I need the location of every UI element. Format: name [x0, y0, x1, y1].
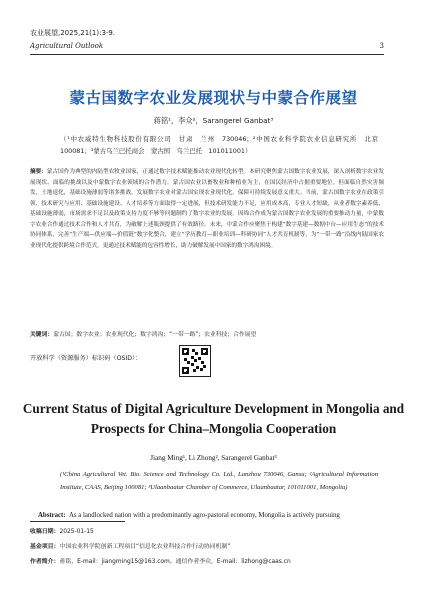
fund-label: 基金项目： — [30, 544, 60, 550]
footnote-received — [30, 526, 390, 535]
title-en: Current Status of Digital Agriculture Development in Mongolia and Prospects for China–Mongolia Cooperation — [22, 401, 405, 436]
authors-en: Jiang Ming¹, Li Zhong², Sarangerel Ganbat³ — [150, 454, 277, 462]
footnote-rule — [30, 521, 125, 522]
abstract-label-zh: 摘要： — [30, 169, 47, 175]
keywords-text-zh: 蒙古国；数字农业；农业现代化；数字鸿沟；“一带一路”；农业科技；合作展望 — [53, 332, 257, 338]
abstract-label-en: Abstract: — [38, 512, 66, 519]
received-date: 2025-01-15 — [59, 529, 94, 535]
abstract-en — [38, 512, 384, 519]
title-zh: 蒙古国数字农业发展现状与中蒙合作展望 — [69, 89, 358, 107]
abstract-text-zh: 蒙古国作为典型的内陆型农牧业国家，正通过数字技术赋能推动农业现代化转型。本研究聚焦蒙古国数字农业发展，深入剖析数字农业发展现状、面临的挑战以及中蒙数字农业领域的合作潜力。蒙古国农业以畜牧业和种植业为主，在国民经济中占据重要地位。但面临自然灾害频发，土地退化，基础设施薄弱等诸多挑战。发展数字农业对蒙古国实现农业现代化，保障可持续发展意义重大。当前，蒙古国数字农业在政策引领、技术研究与应用、基础设施建设、人才培养等方面取得一定进展，但技术研发能力不足，应用成本高，专业人才短缺，从业者数字素养低，基础设施薄弱，市场需求不足以及政策支持力度不够等问题制约了数字农业的发展。因绵合作成为蒙古国数字农业发展的重要推动力量，中蒙数字农业合作通过技术合作和人才共育，为破解上述瓶颈提供了有效路径。未来，中蒙合作应聚焦于构建“数字基建—数据中台—应用生态”的技术协同体系，完善“生产端—供应端—价值链”数字化整合，建立“学历教育—职业培训—科研协同”人才共育机制等，为“一带一路”沿线内陆国家农业现代化提供跨境合作范式，更通过技术赋能的包容性增长，助力破解发展中国家的数字鸿沟困境。 — [30, 169, 384, 249]
journal-citation: 农业展望,2025,21(1):3-9. — [30, 29, 116, 37]
qr-code-icon[interactable] — [179, 345, 211, 377]
footnote-fund — [30, 541, 390, 550]
affiliations-zh: （¹中农威特生物科技股份有限公司 甘肃 兰州 730046；²中国农业科学院农业信息研究所 北京 100081；³蒙古乌兰巴托商会 蒙古国 乌兰巴托 101011001） — [60, 135, 385, 155]
header-rule — [30, 54, 384, 55]
fund-text: 中国农业科学院创新工程项目“信息化农业科技合作行动协同机制” — [59, 544, 231, 550]
journal-name-en: Agricultural Outlook — [30, 42, 104, 50]
author-text: 蒋铭，E-mail：jiangming15@163.com。通信作者李众，E-mail：lizhong@caas.cn — [59, 559, 291, 565]
keywords-label-zh: 关键词： — [30, 332, 54, 338]
footnote-author — [30, 556, 390, 565]
author-label: 作者简介： — [30, 559, 60, 565]
keywords-zh — [30, 329, 384, 338]
osid-label: 开放科学（资源服务）标识码（OSID）： — [30, 355, 142, 362]
abstract-text-en: As a landlocked nation with a predominantly agro-pastoral economy, Mongolia is actively pursuing — [68, 512, 340, 519]
abstract-zh — [30, 167, 384, 251]
page-number: 3 — [379, 42, 384, 50]
affiliations-en: (¹China Agricultural Vet. Bio. Science and Technology Co. Ltd., Lanzhou 730046, Gansu; ²Agricultural Information Institute, CAAS, Beijing 100081; ³Ulaanbaatar Chamber of Commerce, Ulaanbaatar, 101011001, Mongolia) — [60, 471, 378, 491]
authors-zh: 蒋铭¹，李众²，Sarangerel Ganbat³ — [153, 116, 274, 125]
received-label: 收稿日期： — [30, 529, 60, 535]
